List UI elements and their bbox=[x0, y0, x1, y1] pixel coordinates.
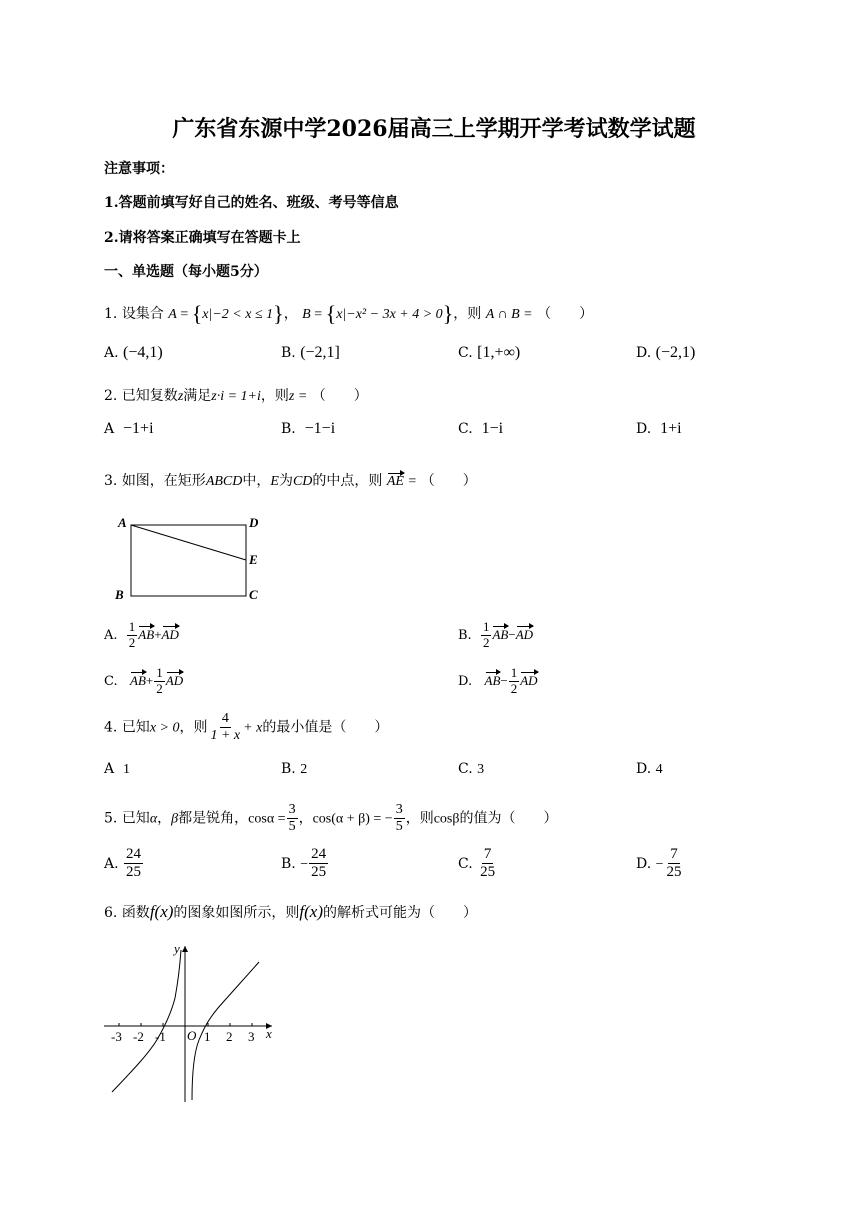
vector: AD bbox=[515, 626, 534, 642]
option-value: 4 bbox=[655, 762, 663, 777]
q5-option-c[interactable] bbox=[458, 846, 498, 882]
vector: AD bbox=[520, 672, 538, 688]
question-expression: A ∩ B = bbox=[485, 307, 533, 322]
vector: AD bbox=[165, 672, 184, 688]
variable: z bbox=[177, 389, 184, 404]
q4-option-a[interactable] bbox=[104, 761, 130, 778]
label-d: D bbox=[249, 515, 259, 530]
option-value: 1−i bbox=[481, 420, 504, 437]
rectangle-figure bbox=[108, 510, 268, 605]
option-label: D. bbox=[636, 761, 652, 777]
question-text: 设集合 bbox=[121, 306, 164, 322]
vector-ae: AE bbox=[386, 474, 404, 489]
vector: AB bbox=[138, 626, 155, 642]
q1-option-c[interactable] bbox=[458, 344, 520, 362]
answer-blank: （ ） bbox=[420, 473, 477, 489]
option-label: A. bbox=[104, 345, 119, 361]
question-number: 5. bbox=[104, 810, 118, 827]
question-6 bbox=[104, 902, 477, 922]
q1-option-a[interactable] bbox=[104, 344, 163, 362]
option-value: 2 bbox=[300, 762, 308, 777]
question-1: 1. 设集合 A = {x|−2 < x ≤ 1}， B = {x|−x² − 3x + 4 > 0}，则 A ∩ B = （ ） bbox=[104, 301, 594, 326]
q3-option-a[interactable] bbox=[104, 620, 179, 651]
set-b-symbol: B bbox=[302, 307, 311, 322]
fraction: $\frac{7}{25}$ bbox=[480, 846, 496, 881]
question-text: 已知 bbox=[121, 719, 150, 736]
question-text: 如图，在矩形 bbox=[121, 473, 206, 489]
q5-option-a[interactable] bbox=[104, 846, 144, 882]
option-label: C. bbox=[458, 855, 473, 872]
vector: AB bbox=[492, 626, 509, 642]
option-label: A bbox=[104, 761, 115, 777]
fraction: $\frac{3}{5}$ bbox=[395, 802, 403, 835]
question-text: ，则 bbox=[405, 810, 434, 827]
alpha: α bbox=[149, 811, 158, 827]
question-number: 3. bbox=[104, 473, 118, 489]
section-heading: 一、单选题（每小题5分） bbox=[104, 264, 268, 280]
option-label: B. bbox=[281, 421, 296, 437]
question-number: 2. bbox=[104, 388, 118, 404]
condition: x > 0 bbox=[149, 720, 180, 736]
answer-blank: （ ） bbox=[332, 719, 389, 736]
question-expression: z = bbox=[288, 389, 308, 404]
point-e: E bbox=[270, 474, 279, 489]
fraction: $\frac{4}{1 + x}$ bbox=[210, 711, 241, 744]
segment-cd: CD bbox=[292, 474, 313, 489]
question-text: ，则 bbox=[260, 388, 289, 404]
question-text: 的中点，则 bbox=[312, 473, 383, 489]
fraction: $\frac{1}{2}$ bbox=[128, 619, 136, 650]
origin-label: O bbox=[187, 1028, 197, 1043]
q2-option-c[interactable] bbox=[458, 420, 503, 438]
option-label: B. bbox=[458, 627, 472, 643]
tick-label: -2 bbox=[133, 1029, 144, 1044]
operator: + bbox=[154, 626, 162, 642]
option-value: −1−i bbox=[304, 420, 336, 437]
vector: AB bbox=[130, 672, 146, 688]
equals-sign: = bbox=[408, 474, 417, 489]
separator: ， bbox=[157, 810, 172, 827]
cos-alpha: cosα = bbox=[248, 811, 286, 827]
set-a-symbol: A bbox=[168, 307, 177, 322]
rectangle-name: ABCD bbox=[205, 474, 243, 489]
function-symbol: f(x) bbox=[149, 902, 174, 921]
expression-tail: + x bbox=[243, 720, 263, 736]
question-text: ，则 bbox=[179, 719, 208, 736]
tick-label: 3 bbox=[248, 1029, 255, 1044]
question-text: ，则 bbox=[453, 306, 482, 322]
fraction: $\frac{3}{5}$ bbox=[288, 802, 296, 835]
tick-label: 1 bbox=[204, 1029, 211, 1044]
question-3 bbox=[104, 470, 477, 490]
question-text: 中， bbox=[242, 473, 271, 489]
label-b: B bbox=[115, 587, 124, 602]
q5-option-d[interactable] bbox=[636, 846, 685, 882]
tick-label: -1 bbox=[155, 1029, 166, 1044]
option-label: B. bbox=[281, 345, 296, 361]
y-label: y bbox=[174, 941, 180, 956]
answer-blank: （ ） bbox=[537, 306, 594, 322]
question-5 bbox=[104, 802, 558, 835]
fraction: $\frac{24}{25}$ bbox=[126, 846, 142, 881]
question-number: 4. bbox=[104, 719, 118, 736]
option-label: A. bbox=[104, 627, 118, 643]
question-text: 的图象如图所示，则 bbox=[173, 905, 300, 921]
option-value: (−2,1) bbox=[655, 344, 696, 361]
vector: AD bbox=[161, 626, 179, 642]
option-label: C. bbox=[458, 421, 473, 437]
q2-option-a[interactable] bbox=[104, 420, 154, 438]
set-b-body: x|−x² − 3x + 4 > 0 bbox=[336, 307, 443, 322]
q3-option-d[interactable] bbox=[458, 666, 538, 697]
question-text: 的解析式可能为 bbox=[323, 905, 421, 921]
option-value: −1+i bbox=[123, 420, 154, 437]
option-value: 3 bbox=[477, 762, 485, 777]
option-label: C. bbox=[104, 673, 118, 689]
option-sign: − bbox=[655, 856, 664, 872]
q5-option-b[interactable] bbox=[281, 846, 329, 882]
option-value: [1,+∞) bbox=[477, 344, 521, 361]
option-label: C. bbox=[458, 345, 473, 361]
notes-heading: 注意事项： bbox=[104, 161, 174, 177]
question-text: 为 bbox=[278, 473, 293, 489]
answer-blank: （ ） bbox=[501, 810, 558, 827]
question-text: 满足 bbox=[183, 388, 212, 404]
x-label: x bbox=[266, 1026, 272, 1041]
operator: − bbox=[500, 672, 508, 688]
label-e: E bbox=[249, 552, 258, 567]
option-label: D. bbox=[458, 673, 473, 689]
notes-item-1: 1.答题前填写好自己的姓名、班级、考号等信息 bbox=[104, 195, 399, 211]
fraction: $\frac{24}{25}$ bbox=[311, 846, 327, 881]
fraction: $\frac{7}{25}$ bbox=[666, 846, 682, 881]
option-value: 1+i bbox=[660, 420, 682, 437]
option-label: A. bbox=[104, 855, 119, 872]
answer-blank: （ ） bbox=[421, 905, 477, 921]
question-text: 都是锐角， bbox=[178, 810, 249, 827]
option-value: (−2,1] bbox=[300, 344, 340, 361]
question-text: 的值为 bbox=[459, 810, 502, 827]
question-2 bbox=[104, 385, 368, 405]
option-value: (−4,1) bbox=[123, 344, 163, 361]
q3-option-c[interactable] bbox=[104, 666, 183, 697]
q4-option-b[interactable] bbox=[281, 761, 307, 778]
q4-option-d[interactable] bbox=[636, 761, 663, 778]
fraction: $\frac{1}{2}$ bbox=[156, 665, 163, 696]
fraction: $\frac{1}{2}$ bbox=[482, 619, 490, 650]
option-label: C. bbox=[458, 761, 473, 777]
question-text: 函数 bbox=[121, 905, 150, 921]
function-graph bbox=[100, 940, 290, 1110]
set-a-body: x|−2 < x ≤ 1 bbox=[202, 307, 274, 322]
cos-beta: cosβ bbox=[433, 811, 460, 827]
notes-item-2: 2.请将答案正确填写在答题卡上 bbox=[104, 230, 301, 246]
equation: z·i = 1+i bbox=[211, 389, 261, 404]
q2-option-d[interactable] bbox=[636, 420, 682, 438]
q4-option-c[interactable] bbox=[458, 761, 484, 778]
option-label: D. bbox=[636, 421, 652, 437]
question-number: 1. bbox=[104, 306, 118, 322]
question-text: 已知 bbox=[121, 810, 150, 827]
separator: ， bbox=[298, 810, 313, 827]
operator: − bbox=[508, 626, 516, 642]
option-label: D. bbox=[636, 345, 652, 361]
beta: β bbox=[171, 811, 179, 827]
q2-option-b[interactable] bbox=[281, 420, 335, 438]
tick-label: -3 bbox=[111, 1029, 122, 1044]
label-a: A bbox=[118, 515, 127, 530]
q1-option-b[interactable] bbox=[281, 344, 340, 362]
question-4 bbox=[104, 711, 388, 744]
cos-sum: cos(α + β) = − bbox=[312, 811, 393, 827]
option-label: D. bbox=[636, 855, 652, 872]
left-branch-curve bbox=[112, 950, 181, 1092]
question-text: 已知复数 bbox=[121, 388, 178, 404]
separator: ， bbox=[283, 306, 298, 322]
option-label: B. bbox=[281, 855, 296, 872]
operator: + bbox=[145, 672, 154, 688]
page-title: 广东省东源中学2026届高三上学期开学考试数学试题 bbox=[172, 116, 696, 142]
tick-label: 2 bbox=[226, 1029, 233, 1044]
function-symbol: f(x) bbox=[299, 902, 323, 921]
question-number: 6. bbox=[104, 905, 118, 921]
question-text: 的最小值是 bbox=[262, 719, 333, 736]
fraction: $\frac{1}{2}$ bbox=[510, 665, 518, 696]
vector: AB bbox=[484, 672, 501, 688]
q1-option-d[interactable] bbox=[636, 344, 695, 362]
answer-blank: （ ） bbox=[311, 388, 368, 404]
label-c: C bbox=[249, 587, 258, 602]
option-label: A bbox=[104, 421, 115, 437]
q3-option-b[interactable] bbox=[458, 620, 533, 651]
option-label: B. bbox=[281, 761, 296, 777]
option-value: 1 bbox=[123, 762, 131, 777]
option-sign: − bbox=[300, 856, 309, 872]
